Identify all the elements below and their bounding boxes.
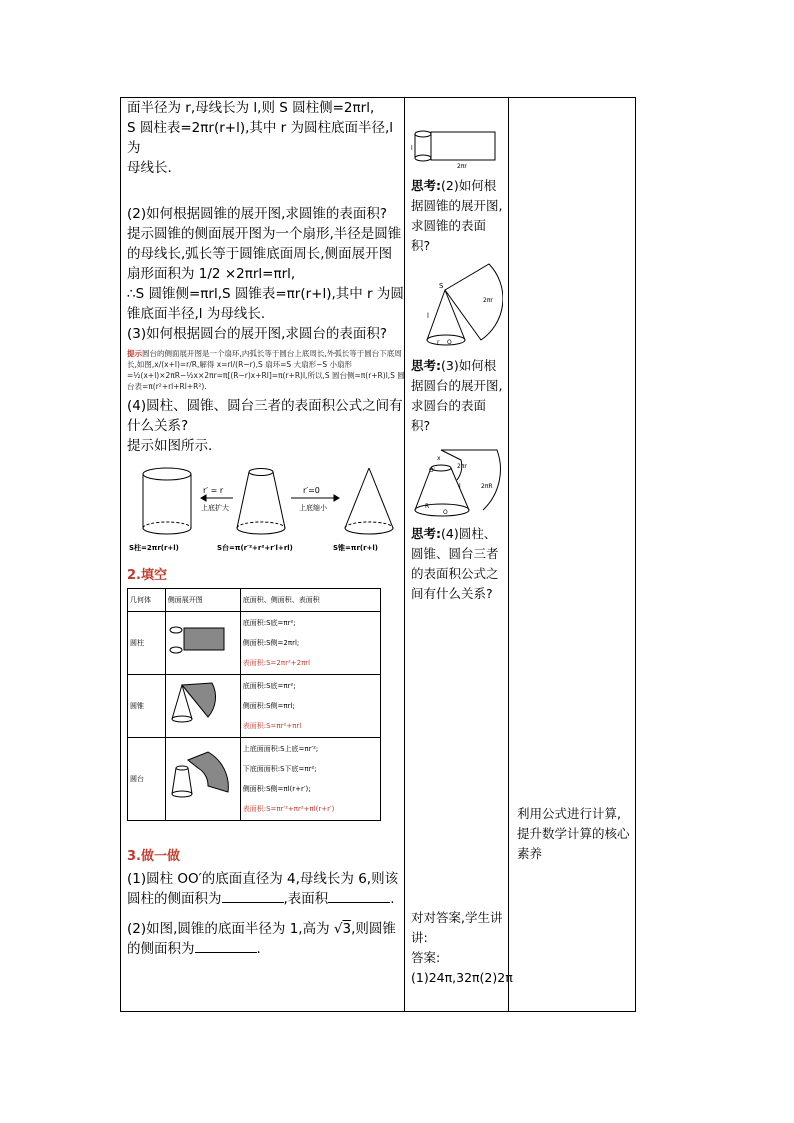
think-3 <box>411 356 503 436</box>
frus-label-l: l <box>459 483 461 490</box>
fill-header-net: 侧面展开图 <box>165 589 240 612</box>
arrow-left <box>201 495 233 501</box>
frus-label-R: R <box>425 503 430 510</box>
try-q1-text: (1)圆柱 OO′的底面直径为 4,母线长为 6,则该圆柱的侧面积为 <box>127 871 399 907</box>
table-row <box>128 612 381 675</box>
think-2 <box>411 176 503 256</box>
try-q2-text: (2)如图,圆锥的底面半径为 1,高为 <box>127 921 330 937</box>
cylinder-net-cell <box>165 612 240 675</box>
formula-line: 侧面积:S侧=2πrl; <box>242 639 300 647</box>
cone-label-s: S <box>439 282 444 290</box>
formula-line: 下底面面积:S下底=πr²; <box>242 765 317 773</box>
answer-blank-2[interactable] <box>328 890 390 903</box>
cylinder-formulas <box>240 612 380 675</box>
frustum-figure <box>237 469 285 535</box>
cone-net-cell <box>165 675 240 738</box>
try-q2-end: . <box>256 941 261 957</box>
cone-figure <box>345 468 393 534</box>
question-2: (2)如何根据圆锥的展开图,求圆锥的表面积? <box>127 206 388 222</box>
intro-line-1: 面半径为 r,母线长为 l,则 S 圆柱侧=2πrl, <box>127 100 375 116</box>
cylinder-figure <box>143 468 191 534</box>
think-4-label: 思考: <box>411 526 441 541</box>
formula-line: 表面积:S=πr²+πrl <box>242 722 302 730</box>
label-top-shrink: 上底缩小 <box>299 504 327 512</box>
frustum-formulas <box>240 738 380 821</box>
q2-fraction: 1/2 <box>198 266 221 282</box>
frustum-unfold-figure <box>411 444 503 524</box>
q3-note <box>127 348 405 392</box>
content-column <box>127 98 405 959</box>
sqrt-value: 3 <box>342 921 352 937</box>
fill-table <box>127 588 381 821</box>
thinking-column <box>411 98 513 988</box>
formula-line: 底面积:S底=πr²; <box>242 619 296 627</box>
frus-label-arc2: 2πR <box>481 483 493 490</box>
frus-label-o1: O′ <box>429 467 436 474</box>
cyl-label-circ: 2πr <box>457 163 467 170</box>
question-2-answer <box>127 224 405 284</box>
fill-heading: 2.填空 <box>127 568 167 583</box>
q4-hint: 提示如图所示. <box>127 438 213 454</box>
think-4 <box>411 524 503 604</box>
question-3: (3)如何根据圆台的展开图,求圆台的表面积? <box>127 326 388 342</box>
design-note: 利用公式进行计算,提升数学计算的核心素养 <box>517 806 630 861</box>
formula-cone: S锥=πr(r+l) <box>333 544 379 552</box>
frus-label-o: O <box>443 509 448 516</box>
label-r-equal-r: r′ = r <box>203 486 224 495</box>
formula-line: 表面积:S=2πr²+2πrl <box>242 659 311 667</box>
try-q2-text-2: ,则圆锥的侧面积为 <box>127 921 396 957</box>
formula-line: 底面积:S底=πr²; <box>242 682 296 690</box>
formula-cylinder: S柱=2πr(r+l) <box>129 544 179 552</box>
fill-header-area: 底面积、侧面积、表面积 <box>240 589 380 612</box>
intro-line-3: 母线长. <box>127 160 172 176</box>
frustum-net-cell <box>165 738 240 821</box>
sqrt-symbol: √3 <box>333 921 352 937</box>
try-q1-mid: ,表面积 <box>283 891 329 907</box>
answer-blank-3[interactable] <box>195 940 257 953</box>
think-4-text: (4)圆柱、圆锥、圆台三者的表面积公式之间有什么关系? <box>411 526 499 601</box>
cone-label-o: O <box>447 339 452 346</box>
cylinder-unfold-figure <box>411 128 501 172</box>
cone-formulas <box>240 675 380 738</box>
frus-label-arc1: 2πr <box>457 463 467 470</box>
try-question-2 <box>127 919 405 959</box>
row-name-cone: 圆锥 <box>128 675 166 738</box>
frustum-net-figure <box>168 748 236 802</box>
think-2-label: 思考: <box>411 178 441 193</box>
intro-line-2: S 圆柱表=2πr(r+l),其中 r 为圆柱底面半径,l 为 <box>127 120 394 156</box>
cone-unfold-figure <box>411 260 503 356</box>
cone-net-figure <box>168 677 236 727</box>
cone-label-arc: 2πr <box>483 297 493 304</box>
row-name-cylinder: 圆柱 <box>128 612 166 675</box>
think-3-label: 思考: <box>411 358 441 373</box>
lesson-table <box>120 97 636 1012</box>
frus-label-x: x <box>437 455 441 462</box>
design-intent-column <box>517 804 631 864</box>
label-r-equal-0: r′=0 <box>303 486 320 495</box>
answer-intro: 对对答案,学生讲讲: <box>411 910 503 945</box>
q2-answer-text-2: ×2πrl=πrl, <box>224 266 296 282</box>
table-row <box>128 738 381 821</box>
try-question-1 <box>127 869 405 909</box>
q3-note-text: 圆台的侧面展开图是一个扇环,内弧长等于圆台上底周长,外弧长等于圆台下底周长,如图,x/(x+l)=r/R,解得 x=rl/(R−r),S 扇环=S 大扇形−S 小扇形=½(x+l)×2πR−½x×2πr=π[(R−r)x+Rl]=π(r+R)l,所以,S 圆台侧=π(r+R)l,S 圆台表=π(r²+rl+Rl+R²). <box>127 349 405 391</box>
formula-line: 侧面积:S侧=πl(r+r′); <box>242 785 311 793</box>
arrow-right <box>291 495 339 501</box>
cone-label-l: l <box>427 312 429 320</box>
row-name-frustum: 圆台 <box>128 738 166 821</box>
column-divider-2 <box>508 98 509 1011</box>
cyl-label-l: l <box>411 145 413 152</box>
think-2-text: (2)如何根据圆锥的展开图,求圆锥的表面积? <box>411 178 503 253</box>
label-top-enlarge: 上底扩大 <box>201 504 229 512</box>
fill-header-solid: 几何体 <box>128 589 166 612</box>
q3-note-tag: 提示 <box>127 349 142 358</box>
q2-answer-text: 提示圆锥的侧面展开图为一个扇形,半径是圆锥的母线长,弧长等于圆锥底面周长,侧面展开图扇形面积为 <box>127 226 402 282</box>
solids-comparison-diagram <box>127 460 397 560</box>
formula-line: 表面积:S=πr′²+πr²+πl(r+r′) <box>242 805 335 813</box>
try-heading: 3.做一做 <box>127 849 180 864</box>
formula-line: 上底面面积:S上底=πr′²; <box>242 745 319 753</box>
formula-frustum: S台=π(r′²+r²+r′l+rl) <box>217 544 293 552</box>
cylinder-net-figure <box>168 624 236 654</box>
table-row <box>128 675 381 738</box>
formula-line: 侧面积:S侧=πrl; <box>242 702 295 710</box>
think-3-text: (3)如何根据圆台的展开图,求圆台的表面积? <box>411 358 503 433</box>
cone-label-r: r <box>437 339 440 346</box>
try-q1-end: . <box>390 891 395 907</box>
answer-text: 答案:(1)24π,32π(2)2π <box>411 950 513 985</box>
question-4: (4)圆柱、圆锥、圆台三者的表面积公式之间有什么关系? <box>127 398 403 434</box>
q2-conclusion: ∴S 圆锥侧=πrl,S 圆锥表=πr(r+l),其中 r 为圆锥底面半径,l 为母线长. <box>127 286 404 322</box>
answer-blank-1[interactable] <box>222 890 284 903</box>
